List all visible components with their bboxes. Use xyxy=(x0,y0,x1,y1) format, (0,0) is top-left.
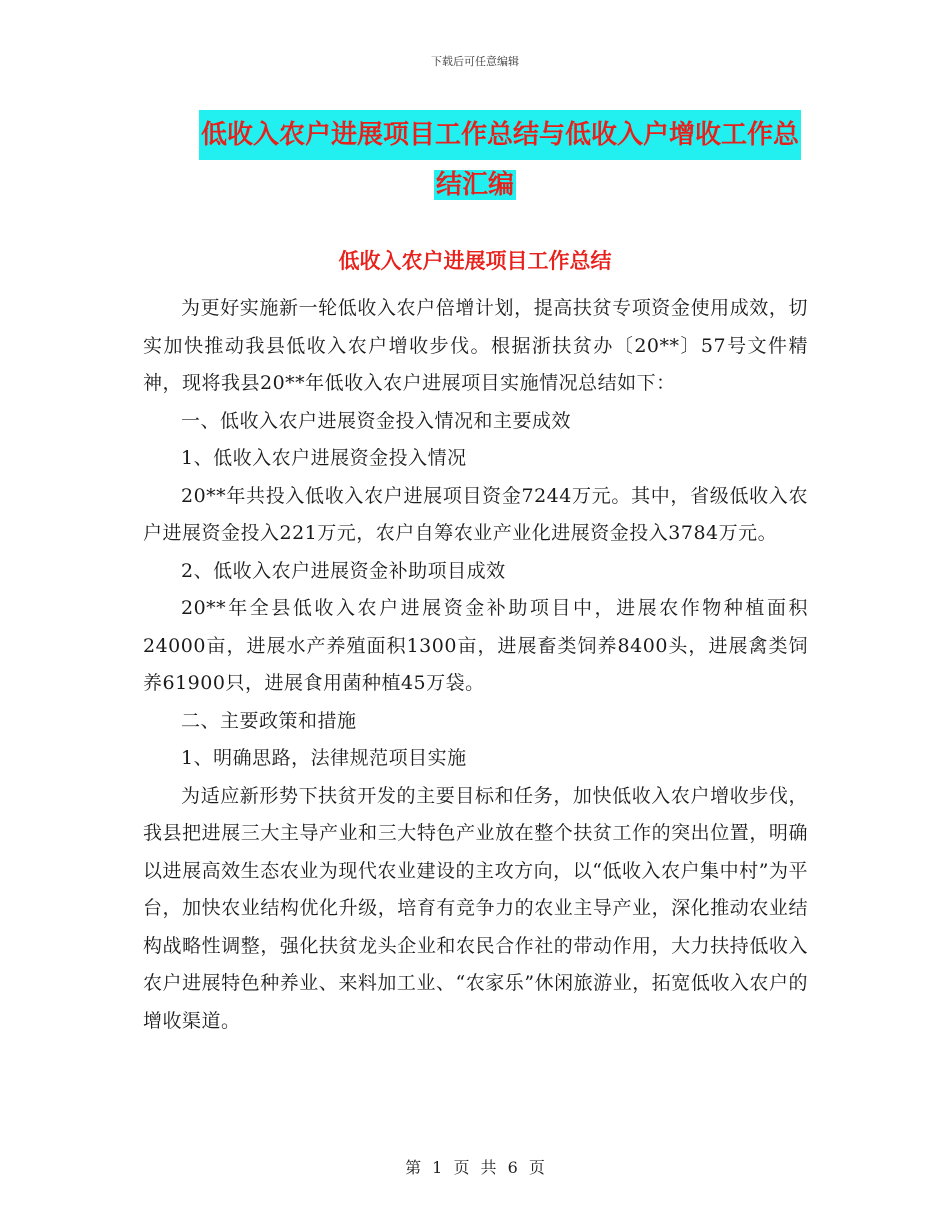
paragraph: 20**年共投入低收入农户进展项目资金7244万元。其中，省级低收入农户进展资金投入221万元，农户自筹农业产业化进展资金投入3784万元。 xyxy=(143,484,808,544)
page-number: 第 1 页 共 6 页 xyxy=(405,1158,545,1177)
heading-2: 二、主要政策和措施 xyxy=(181,709,357,732)
body-text xyxy=(143,290,808,1040)
page-header-note: 下载后可任意编辑 xyxy=(431,55,519,68)
paragraph: 为更好实施新一轮低收入农户倍增计划，提高扶贫专项资金使用成效，切实加快推动我县低收入农户增收步伐。根据浙扶贫办〔20**〕57号文件精神，现将我县20**年低收入农户进展项目实施情况总结如下： xyxy=(143,297,808,394)
heading-1-2: 2、低收入农户进展资金补助项目成效 xyxy=(181,559,506,582)
heading-1: 一、低收入农户进展资金投入情况和主要成效 xyxy=(181,409,572,432)
document-title-line1: 低收入农户进展项目工作总结与低收入户增收工作总 xyxy=(199,110,801,160)
document-title-line2: 结汇编 xyxy=(435,170,514,200)
heading-1-1: 1、低收入农户进展资金投入情况 xyxy=(181,447,467,469)
section-title: 低收入农户进展项目工作总结 xyxy=(338,249,612,273)
document-title xyxy=(0,110,950,210)
heading-2-1: 1、明确思路，法律规范项目实施 xyxy=(181,747,467,769)
paragraph: 20**年全县低收入农户进展资金补助项目中，进展农作物种植面积24000亩，进展水产养殖面积1300亩，进展畜类饲养8400头，进展禽类饲养61900只，进展食用菌种植45万袋。 xyxy=(143,597,808,694)
paragraph: 为适应新形势下扶贫开发的主要目标和任务，加快低收入农户增收步伐，我县把进展三大主导产业和三大特色产业放在整个扶贫工作的突出位置，明确以进展高效生态农业为现代农业建设的主攻方向，以“低收入农户集中村”为平台，加快农业结构优化升级，培育有竞争力的农业主导产业，深化推动农业结构战略性调整，强化扶贫龙头企业和农民合作社的带动作用，大力扶持低收入农户进展特色种养业、来料加工业、“农家乐”休闲旅游业，拓宽低收入农户的增收渠道。 xyxy=(143,784,808,1032)
